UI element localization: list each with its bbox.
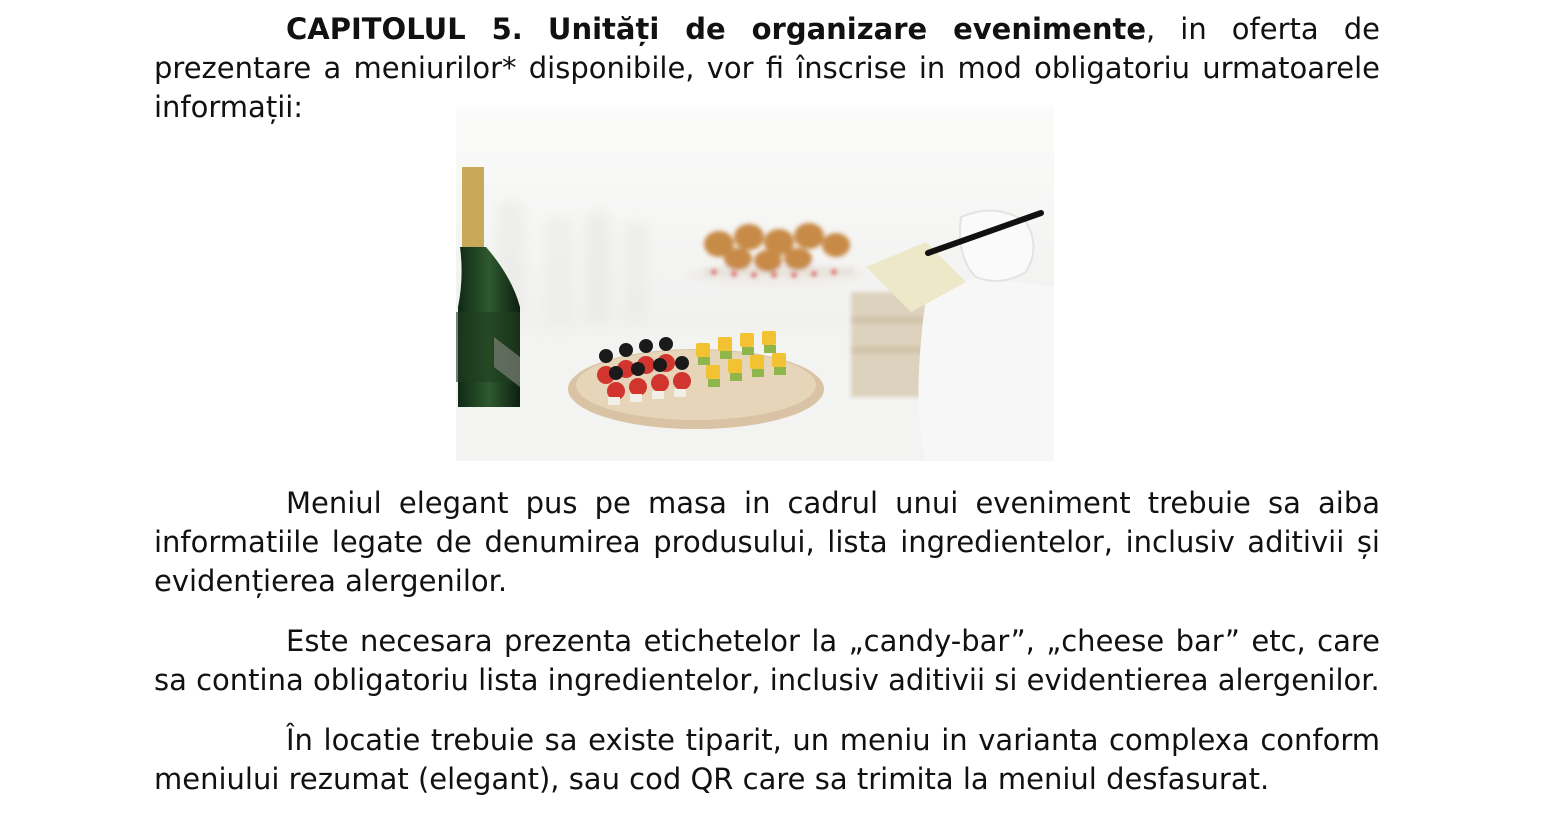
paragraph-3 bbox=[154, 721, 1380, 799]
paragraph-text: Meniul elegant pus pe masa in cadrul unui eveniment trebuie sa aiba informatiile legate de denumirea produsului, lista ingredientelor, inclusiv aditivii și evidențierea alergenilor. bbox=[154, 486, 1380, 598]
paragraph-text: În locatie trebuie sa existe tiparit, un meniu in varianta complexa conform meniului rezumat (elegant), sau cod QR care sa trimita la meniul desfasurat. bbox=[154, 723, 1380, 796]
chapter-label: CAPITOLUL 5. bbox=[286, 12, 523, 46]
paragraph-text: Este necesara prezenta etichetelor la „candy-bar”, „cheese bar” etc, care sa contina obligatoriu lista ingredientelor, inclusiv aditivii si evidentierea alergenilor. bbox=[154, 624, 1380, 697]
chapter-title: Unități de organizare evenimente bbox=[547, 12, 1146, 46]
catering-photo bbox=[456, 107, 1054, 461]
paragraph-1 bbox=[154, 484, 1380, 601]
paragraph-2 bbox=[154, 622, 1380, 700]
chapter-heading-rest: , in oferta de prezentare a meniurilor* disponibile, vor fi înscrise in mod obligatoriu urmatoarele informații: bbox=[154, 12, 1380, 124]
